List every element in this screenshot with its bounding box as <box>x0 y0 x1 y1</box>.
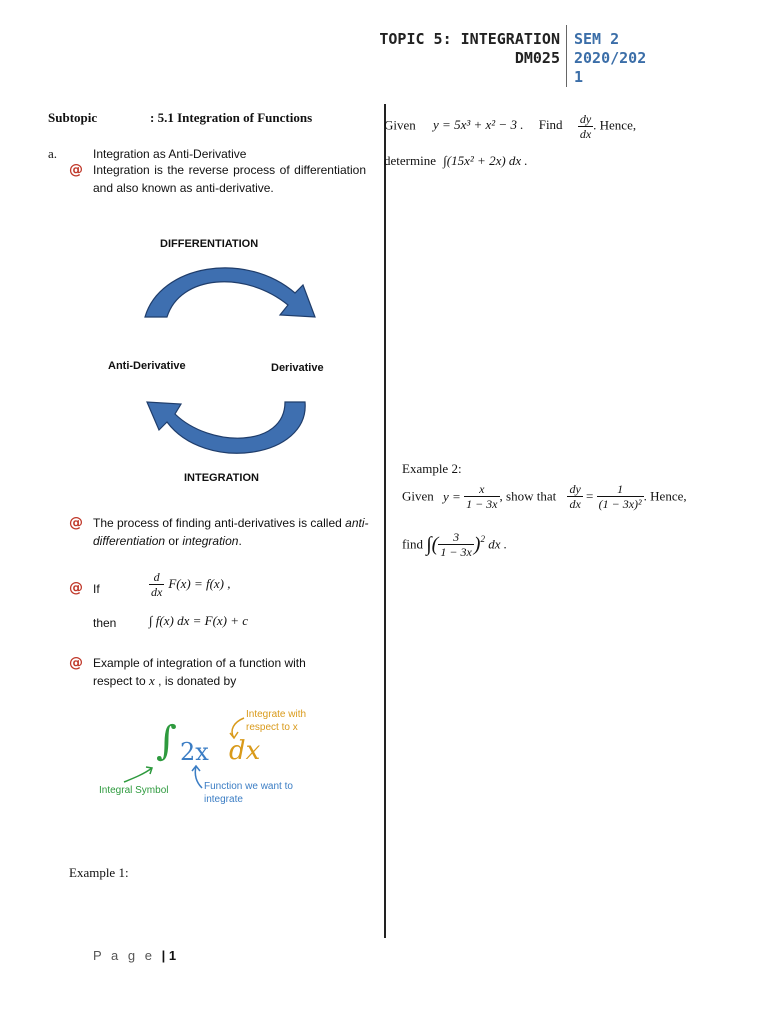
bullet2-term2: integration <box>182 534 239 548</box>
diagram-label-derivative: Derivative <box>271 362 324 374</box>
annotation-arrows <box>94 700 334 812</box>
if-expression: $\frac{d}{dx}$ F(x) = f(x) , <box>151 570 231 599</box>
bullet2-term1: anti-differentiation <box>93 516 369 548</box>
page-number: | 1 <box>161 948 177 963</box>
column-divider <box>384 104 386 938</box>
diagram-label-anti-derivative: Anti-Derivative <box>108 360 186 372</box>
differential: dx <box>229 736 261 766</box>
then-expression: ∫ f(x) dx = F(x) + c <box>149 613 249 628</box>
header-sem-line1: SEM 2 <box>574 30 620 48</box>
determine-line: determine ∫(15x² + 2x) dx . <box>384 153 528 168</box>
given-example1: Given y = 5x³ + x² − 3 . Find $\frac{dy}{dx}$ . Hence, <box>384 112 637 141</box>
bullet-integration-definition: Integration is the reverse process of differentiation and also known as anti-derivative. <box>93 163 366 195</box>
note-function: Function we want to integrate <box>204 781 293 805</box>
header-code: DM025 <box>514 49 560 67</box>
swirl-bullet-icon: @ <box>69 655 83 671</box>
diagram-label-integration: INTEGRATION <box>184 472 259 484</box>
integrand: 2x <box>180 738 209 766</box>
integral-annotated-figure <box>94 700 334 812</box>
section-a-title: Integration as Anti-Derivative <box>93 147 247 161</box>
header-semester-block <box>574 30 646 87</box>
page-footer <box>93 948 176 963</box>
bullet4-line2: respect to x , is donated by <box>93 673 237 688</box>
section-a-label: a. <box>48 146 58 161</box>
header-divider <box>566 25 567 87</box>
bullet-anti-differentiation <box>93 514 373 550</box>
swirl-bullet-icon: @ <box>69 162 83 178</box>
bullet2-or: or <box>168 534 180 548</box>
header-sem-line3: 1 <box>574 68 584 86</box>
page-word: P a g e <box>93 948 155 963</box>
given-example2: Given y = $\frac{x}{1 - 3x}$ , show that $\frac{dy}{dx}$ = $\frac{1}{\text{(1 − 3x)²}}$ . Hence, <box>402 482 687 511</box>
subtopic-value: : 5.1 Integration of Functions <box>150 110 313 125</box>
integration-arrow <box>135 398 335 466</box>
header-topic: TOPIC 5: INTEGRATION <box>379 30 560 48</box>
example1-label: Example 1: <box>69 865 129 880</box>
swirl-bullet-icon: @ <box>69 515 83 531</box>
bullet4-line1: Example of integration of a function with <box>93 656 306 670</box>
header-sem-line2: 2020/202 <box>574 49 647 67</box>
subtopic-label: Subtopic <box>48 110 98 125</box>
find-line: find ∫( $\frac{3}{1 - 3x}$ )$^2$ dx . <box>402 530 507 559</box>
bullet2-text: The process of finding anti-derivatives is called <box>93 516 342 530</box>
bullet2-end: . <box>238 534 242 548</box>
derivative-operator: $\frac{d}{dx}$ <box>151 570 163 599</box>
then-label: then <box>93 616 117 630</box>
if-label: If <box>93 582 100 596</box>
diagram-label-differentiation: DIFFERENTIATION <box>160 238 259 250</box>
differentiation-arrow <box>135 255 335 325</box>
swirl-bullet-icon: @ <box>69 580 83 596</box>
bullet-integration-example <box>93 654 366 690</box>
header-topic-block <box>379 30 560 68</box>
example2-label: Example 2: <box>402 461 462 476</box>
integral-symbol: ∫ <box>156 718 177 764</box>
note-integrate-wrt: Integrate with respect to x <box>246 709 307 733</box>
note-integral-symbol: Integral Symbol <box>99 785 169 796</box>
